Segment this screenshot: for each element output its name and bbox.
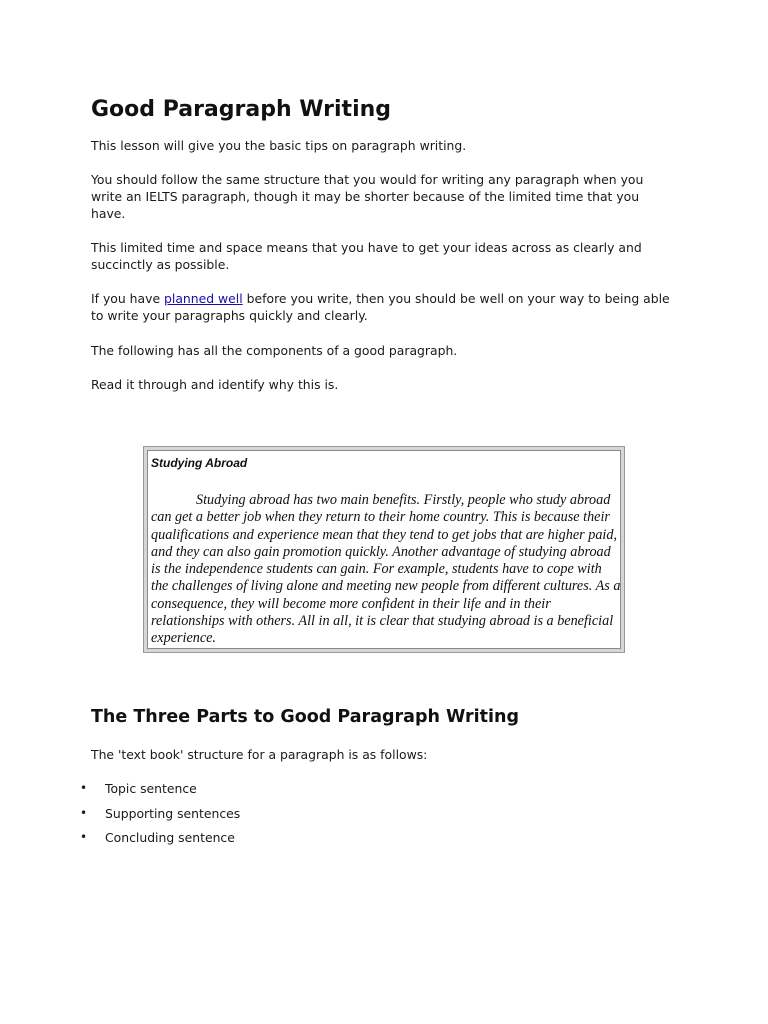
essay-text: Studying abroad has two main benefits. Firstly, people who study abroad can get a better job when they return to their home country. This is because their qualifications and experience mean that they tend to get jobs that are higher paid, and they can also gain promotion quickly. Another advantage of studying abroad is the independence students can gain. For example, students have to cope with the challenges of living alone and meeting new people from different cultures. As a consequence, they will become more confident in their life and in their relationships with others. All in all, it is clear that studying abroad is a beneficial experience. xyxy=(151,492,621,647)
intro-paragraph: This lesson will give you the basic tips on paragraph writing. xyxy=(91,138,467,153)
list-item-label: Topic sentence xyxy=(105,781,197,796)
limited-time-paragraph: This limited time and space means that you have to get your ideas across as clearly and succinctly as possible. xyxy=(91,240,642,272)
planned-well-text-after: before you write, then you should be well on your way to being able to write your paragraphs quickly and clearly. xyxy=(91,291,670,323)
planned-well-text-before: If you have xyxy=(91,291,165,306)
list-item-label: Concluding sentence xyxy=(105,830,235,845)
page-title: Good Paragraph Writing xyxy=(91,97,392,122)
planned-well-paragraph xyxy=(91,290,671,324)
bullet-icon: • xyxy=(80,781,88,795)
section-intro: The 'text book' structure for a paragraph is as follows: xyxy=(91,747,428,762)
planned-well-link[interactable]: planned well xyxy=(164,291,243,306)
bullet-icon: • xyxy=(80,830,88,844)
essay-title: Studying Abroad xyxy=(151,456,248,470)
section-heading: The Three Parts to Good Paragraph Writing xyxy=(91,707,520,727)
structure-paragraph: You should follow the same structure that you would for writing any paragraph when you write an IELTS paragraph, though it may be shorter because of the limited time that you have. xyxy=(91,172,644,221)
example-essay-inner xyxy=(147,450,621,649)
list-item-label: Supporting sentences xyxy=(105,805,241,821)
example-essay-box xyxy=(143,446,625,653)
bullet-icon: • xyxy=(80,805,88,820)
read-through-paragraph: Read it through and identify why this is. xyxy=(91,377,339,392)
following-paragraph: The following has all the components of a good paragraph. xyxy=(91,343,458,358)
